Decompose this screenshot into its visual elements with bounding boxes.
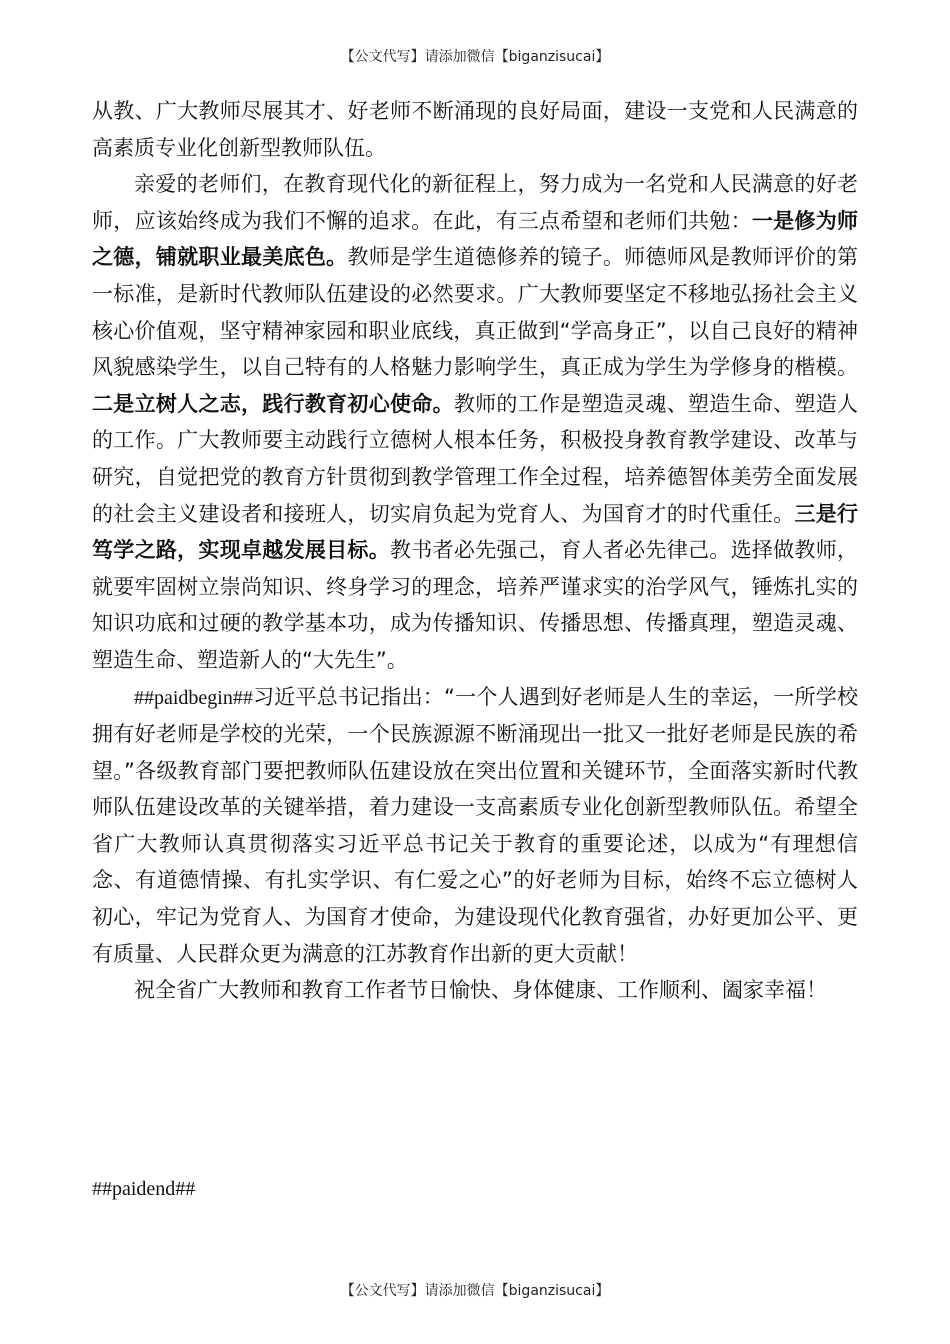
document-body [92,93,858,1009]
page-header: 【公文代写】请添加微信【biganzisucai】 [340,49,610,65]
paragraph-quote [92,679,858,973]
paid-end-marker: ##paidend## [92,1178,196,1200]
paragraph-text: 习近平总书记指出：“一个人遇到好老师是人生的幸运，一所学校拥有好老师是学校的光荣，一个民族源源不断涌现出一批又一批好老师是民族的希望。”各级教育部门要把教师队伍建设放在突出位置和关键环节，全面落实新时代教师队伍建设改革的关键举措，着力建设一支高素质专业化创新型教师队伍。希望全省广大教师认真贯彻落实习近平总书记关于教育的重要论述，以成为“有理想信念、有道德情操、有扎实学识、有仁爱之心”的好老师为目标，始终不忘立德树人初心，牢记为党育人、为国育才使命，为建设现代化教育强省，办好更加公平、更有质量、人民群众更为满意的江苏教育作出新的更大贡献！ [92,684,858,966]
bold-point-three: 三是行笃学之路，实现卓越发展目标。 [92,501,859,563]
paragraph-text: 教师是学生道德修养的镜子。师德师风是教师评价的第一标准，是新时代教师队伍建设的必然要求。广大教师要坚定不移地弘扬社会主义核心价值观，坚守精神家园和职业底线，真正做到“学高身正”，以自己良好的精神风貌感染学生，以自己特有的人格魅力影响学生，真正成为学生为学修身的楷模。 [92,245,859,380]
bold-point-one: 一是修为师之德，铺就职业最美底色。 [92,208,859,270]
paragraph-three-hopes [92,166,858,678]
paragraph-closing: 祝全省广大教师和教育工作者节日愉快、身体健康、工作顺利、阖家幸福！ [134,978,827,1003]
paragraph-text: 教师的工作是塑造灵魂、塑造生命、塑造人的工作。广大教师要主动践行立德树人根本任务，积极投身教育教学建设、改革与研究，自觉把党的教育方针贯彻到教学管理工作全过程，培养德智体美劳全面发展的社会主义建设者和接班人，切实肩负起为党育人、为国育才的时代重任。 [92,391,859,526]
paragraph-text: 教书者必先强己，育人者必先律己。选择做教师，就要牢固树立崇尚知识、终身学习的理念，培养严谨求实的治学风气，锤炼扎实的知识功底和过硬的教学基本功，成为传播知识、传播思想、传播真理，塑造灵魂、塑造生命、塑造新人的“大先生”。 [92,538,858,672]
paragraph-continued: 从教、广大教师尽展其才、好老师不断涌现的良好局面，建设一支党和人民满意的高素质专业化创新型教师队伍。 [92,99,858,160]
page-footer: 【公文代写】请添加微信【biganzisucai】 [340,1283,610,1299]
paragraph-text: 亲爱的老师们，在教育现代化的新征程上，努力成为一名党和人民满意的好老师，应该始终成为我们不懈的追求。在此，有三点希望和老师们共勉： [92,172,858,233]
bold-point-two: 二是立树人之志，践行教育初心使命。 [92,391,454,416]
paid-begin-marker: ##paidbegin## [134,686,253,709]
